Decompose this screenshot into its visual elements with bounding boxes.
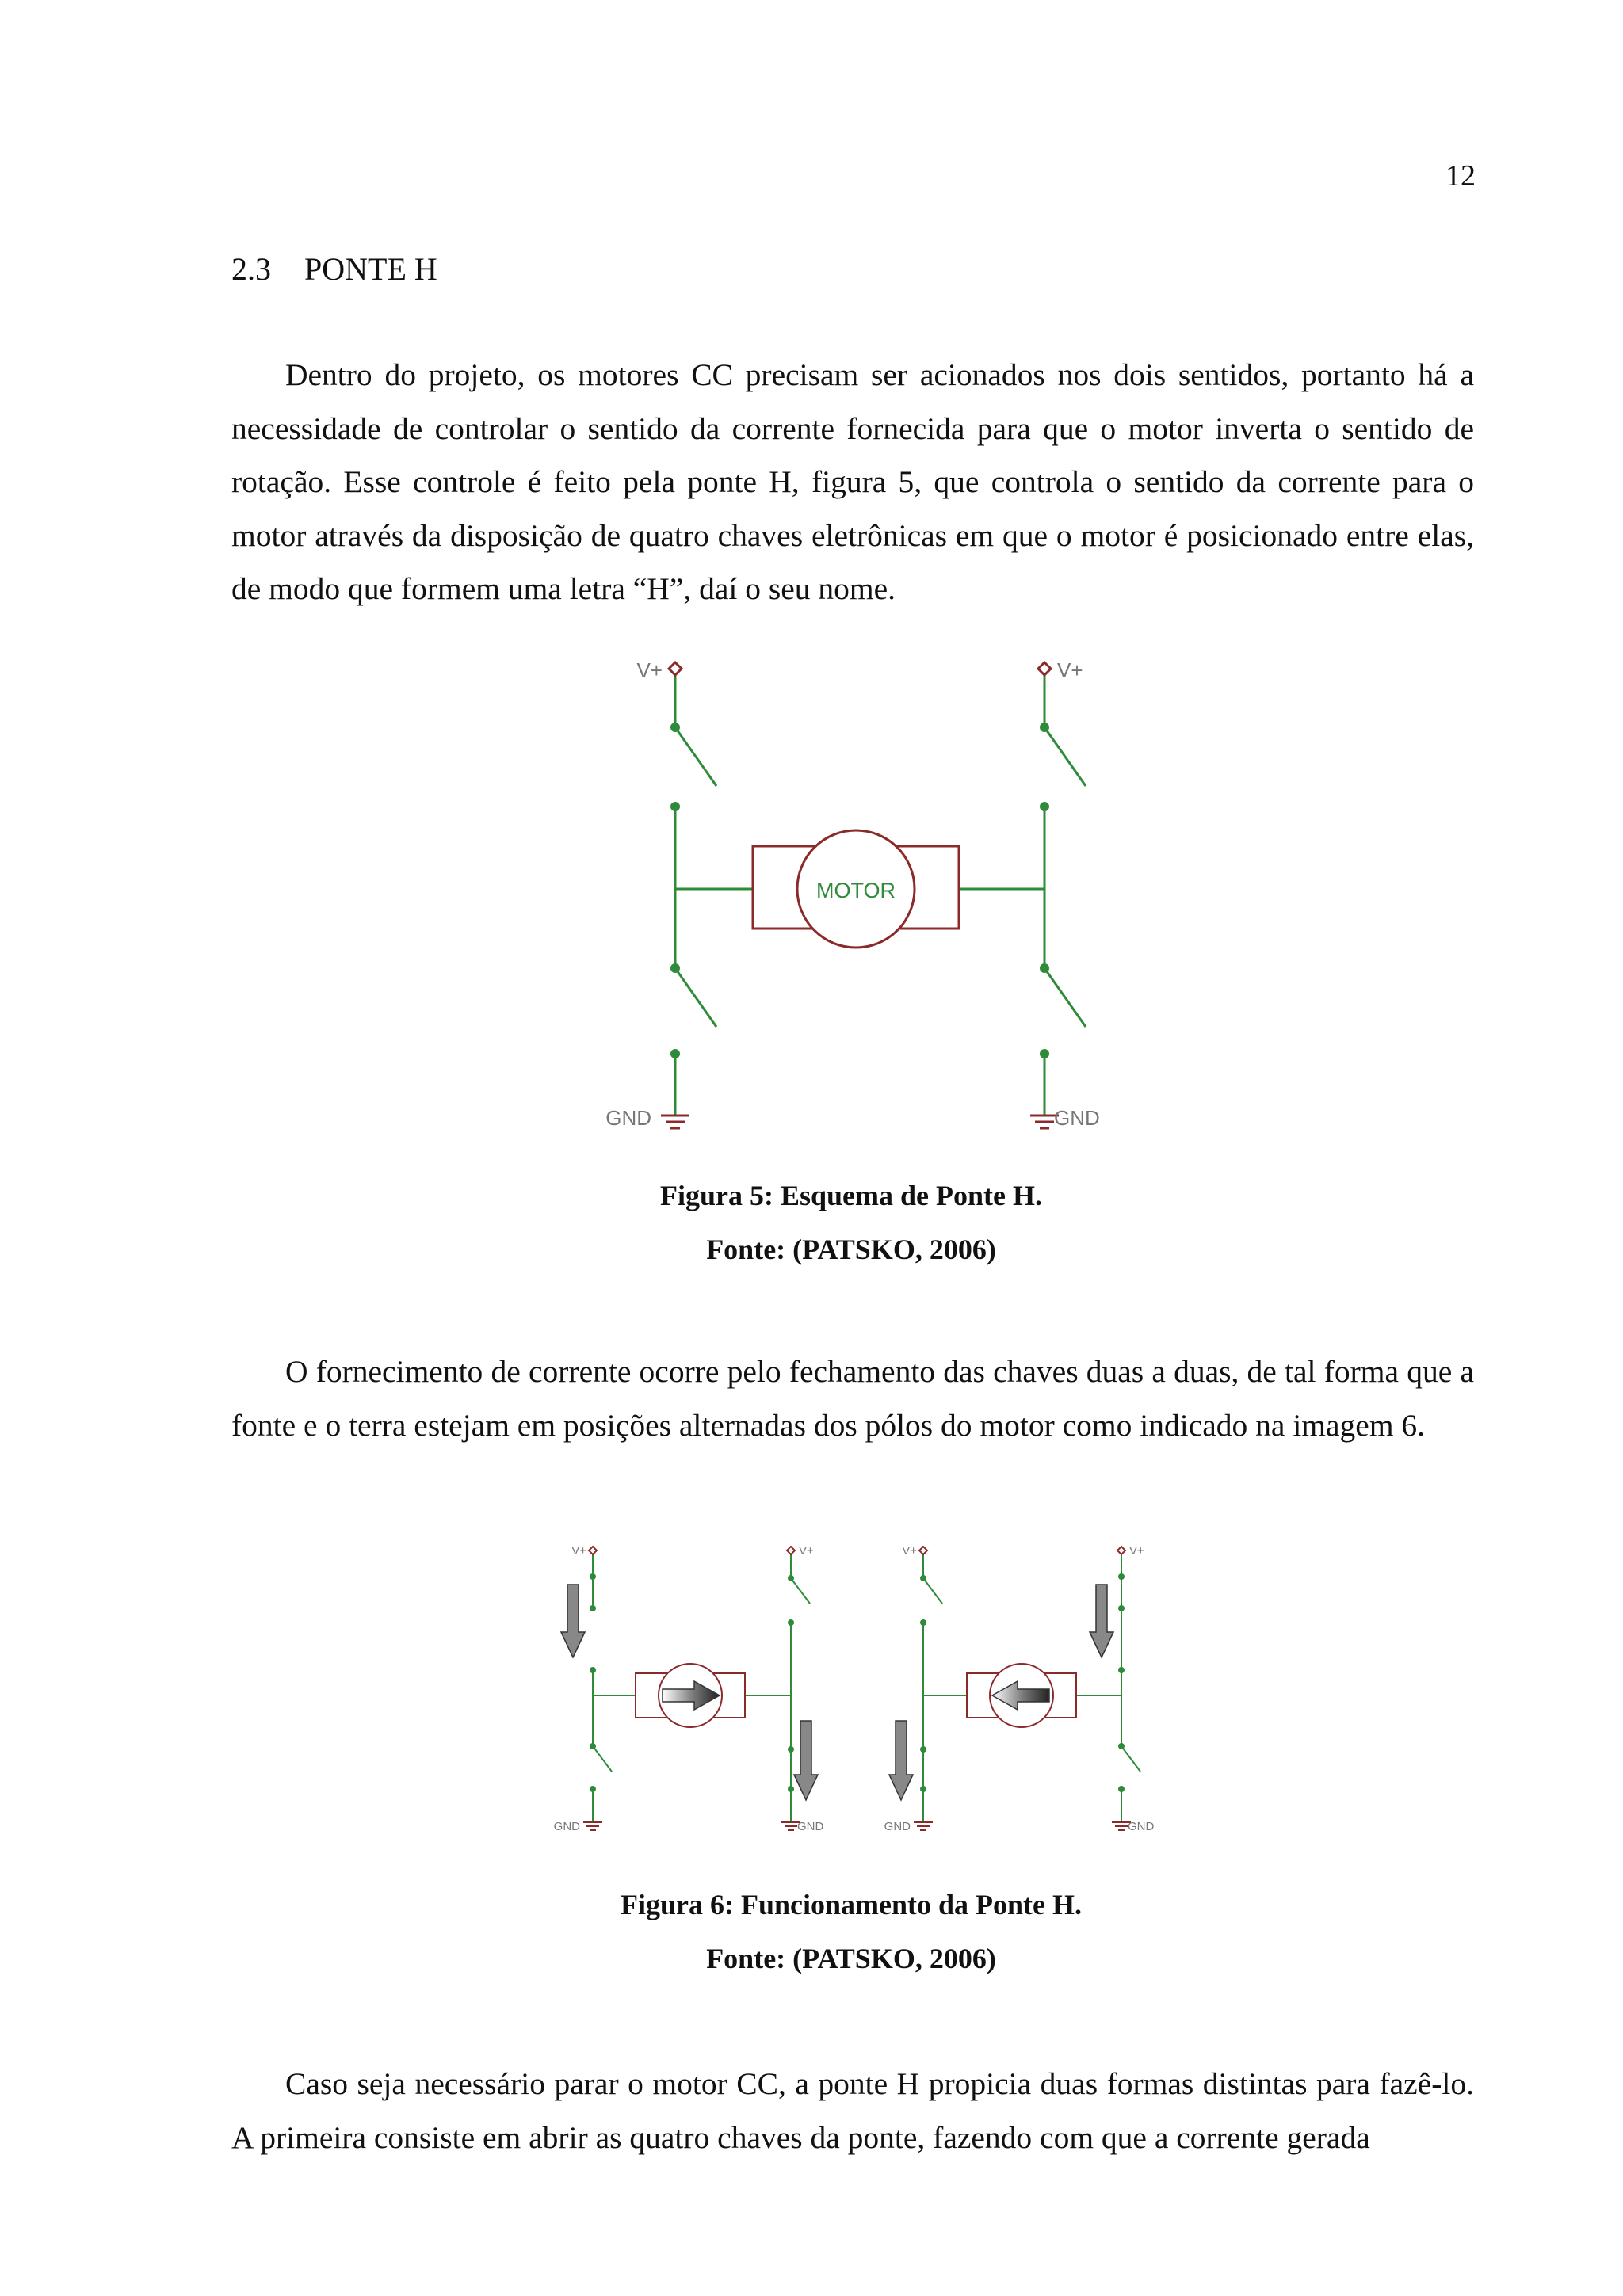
section-title: PONTE H xyxy=(304,251,437,287)
motor-label: MOTOR xyxy=(816,879,896,902)
paragraph-2: O fornecimento de corrente ocorre pelo fechamento das chaves duas a duas, de tal forma que a fonte e o terra estejam em posições alternadas dos pólos do motor como indicado na imagem 6. xyxy=(231,1354,1474,1443)
panel-b-gnd-right: GND xyxy=(1128,1820,1155,1833)
gnd-label-left: GND xyxy=(605,1106,651,1130)
paragraph-1: Dentro do projeto, os motores CC precisam ser acionados nos dois sentidos, portanto há a necessidade de controlar o sentido da corrente fornecida para que o motor inverta o sentido de rotação. Esse controle é feito pela ponte H, figura 5, que controla o sentido da corrente para o motor através da disposição de quatro chaves eletrônicas em que o motor é posicionado entre elas, de modo que formem uma letra “H”, daí o seu nome. xyxy=(231,357,1474,606)
figure-5-source: Fonte: (PATSKO, 2006) xyxy=(706,1234,996,1265)
panel-a-vplus-left: V+ xyxy=(571,1544,586,1558)
panel-b-vplus-right: V+ xyxy=(1129,1544,1144,1558)
panel-a-gnd-left: GND xyxy=(553,1820,580,1833)
gnd-label-right: GND xyxy=(1054,1106,1100,1130)
figure-5-h-bridge-diagram xyxy=(586,650,1125,1149)
section-heading xyxy=(231,250,437,288)
panel-b-gnd-left: GND xyxy=(884,1820,911,1833)
vplus-label-right: V+ xyxy=(1057,658,1083,682)
panel-a-gnd-right: GND xyxy=(797,1820,824,1833)
figure-5-caption: Figura 5: Esquema de Ponte H. xyxy=(660,1180,1042,1211)
page-number: 12 xyxy=(1445,159,1476,193)
vplus-label-left: V+ xyxy=(636,658,663,682)
figure-6-h-bridge-operation-diagram xyxy=(539,1537,1157,1846)
operation-panel-b xyxy=(884,1544,1155,1833)
section-number: 2.3 xyxy=(231,251,271,287)
figure-6-caption: Figura 6: Funcionamento da Ponte H. xyxy=(621,1889,1082,1920)
paragraph-3: Caso seja necessário parar o motor CC, a ponte H propicia duas formas distintas para fazê-lo. A primeira consiste em abrir as quatro chaves da ponte, fazendo com que a corrente gerada xyxy=(231,2066,1474,2155)
panel-b-vplus-left: V+ xyxy=(902,1544,917,1558)
panel-a-vplus-right: V+ xyxy=(799,1544,814,1558)
operation-panel-a xyxy=(554,1544,824,1833)
figure-6-source: Fonte: (PATSKO, 2006) xyxy=(706,1943,996,1974)
